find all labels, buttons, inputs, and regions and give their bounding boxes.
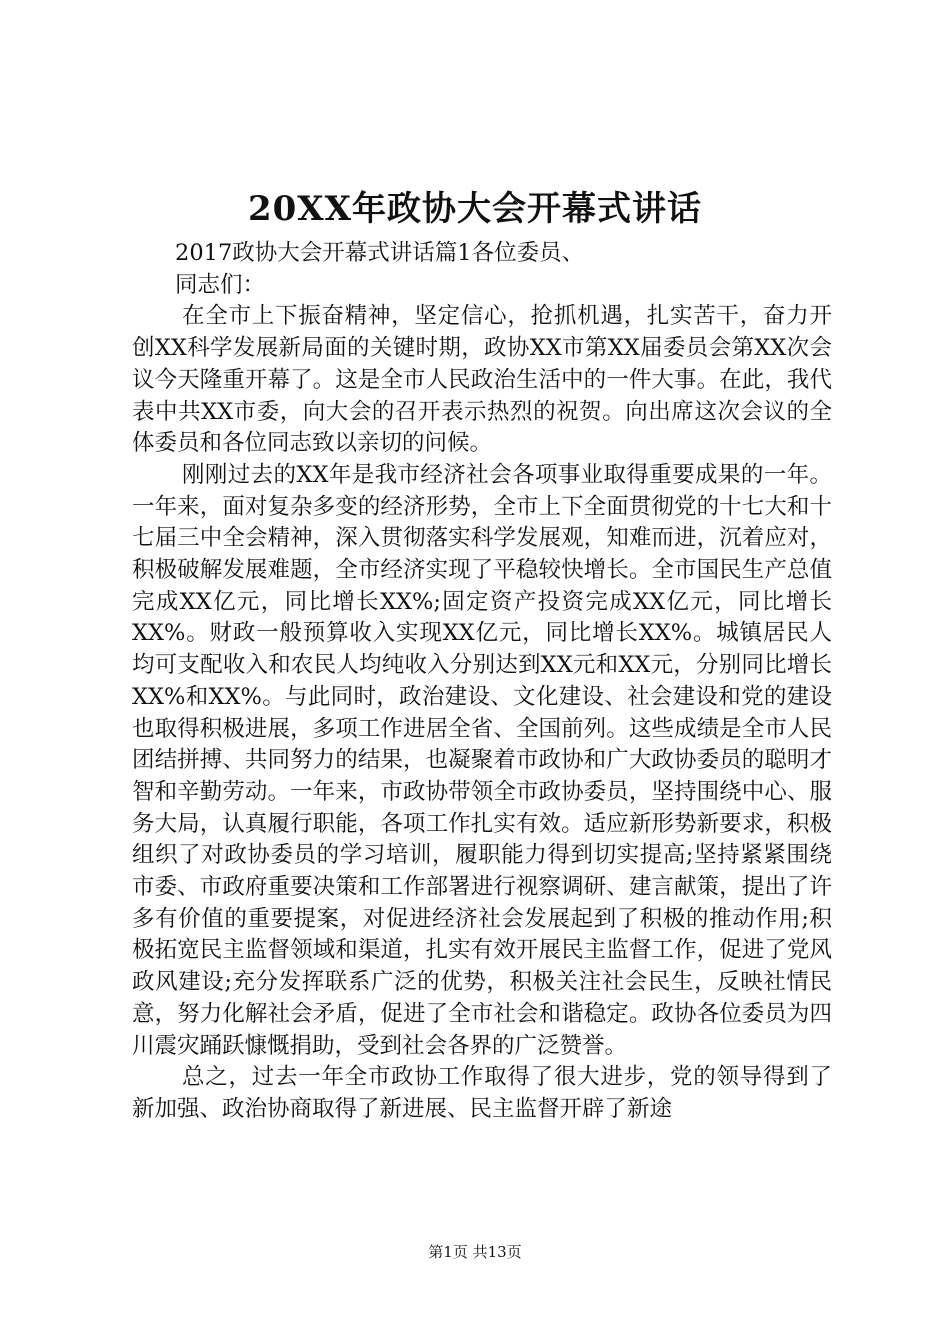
salutation-line: 同志们： bbox=[175, 271, 266, 298]
document-body bbox=[132, 238, 832, 1126]
paragraph: 总之，过去一年全市政协工作取得了很大进步，党的领导得到了新加强、政治协商取得了新进展、民主监督开辟了新途 bbox=[132, 1064, 832, 1122]
paragraph: 在全市上下振奋精神，坚定信心，抢抓机遇，扎实苦干，奋力开创XX科学发展新局面的关键时期，政协XX市第XX届委员会第XX次会议今天隆重开幕了。这是全市人民政治生活中的一件大事。在此，我代表中共XX市委，向大会的召开表示热烈的祝贺。向出席这次会议的全体委员和各位同志致以亲切的问候。 bbox=[132, 303, 832, 457]
intro-line: 2017政协大会开幕式讲话篇1各位委员、 bbox=[175, 240, 585, 266]
page-number-footer: 第1页 共13页 bbox=[428, 1243, 522, 1261]
document-title: 20XX年政协大会开幕式讲话 bbox=[247, 189, 703, 229]
paragraph: 刚刚过去的XX年是我市经济社会各项事业取得重要成果的一年。一年来，面对复杂多变的经济形势，全市上下全面贯彻党的十七大和十七届三中全会精神，深入贯彻落实科学发展观，知难而进，沉着应对，积极破解发展难题，全市经济实现了平稳较快增长。全市国民生产总值完成XX亿元，同比增长XX%;固定资产投资完成XX亿元，同比增长XX%。财政一般预算收入实现XX亿元，同比增长XX%。城镇居民人均可支配收入和农民人均纯收入分别达到XX元和XX元，分别同比增长XX%和XX%。与此同时，政治建设、文化建设、社会建设和党的建设也取得积极进展，多项工作进居全省、全国前列。这些成绩是全市人民团结拼搏、共同努力的结果，也凝聚着市政协和广大政协委员的聪明才智和辛勤劳动。一年来，市政协带领全市政协委员，坚持围绕中心、服务大局，认真履行职能，各项工作扎实有效。适应新形势新要求，积极组织了对政协委员的学习培训，履职能力得到切实提高;坚持紧紧围绕市委、市政府重要决策和工作部署进行视察调研、建言献策，提出了许多有价值的重要提案，对促进经济社会发展起到了积极的推动作用;积极拓宽民主监督领域和渠道，扎实有效开展民主监督工作，促进了党风政风建设;充分发挥联系广泛的优势，积极关注社会民生，反映社情民意，努力化解社会矛盾，促进了全市社会和谐稳定。政协各位委员为四川震灾踊跃慷慨捐助，受到社会各界的广泛赞誉。 bbox=[132, 461, 832, 1059]
